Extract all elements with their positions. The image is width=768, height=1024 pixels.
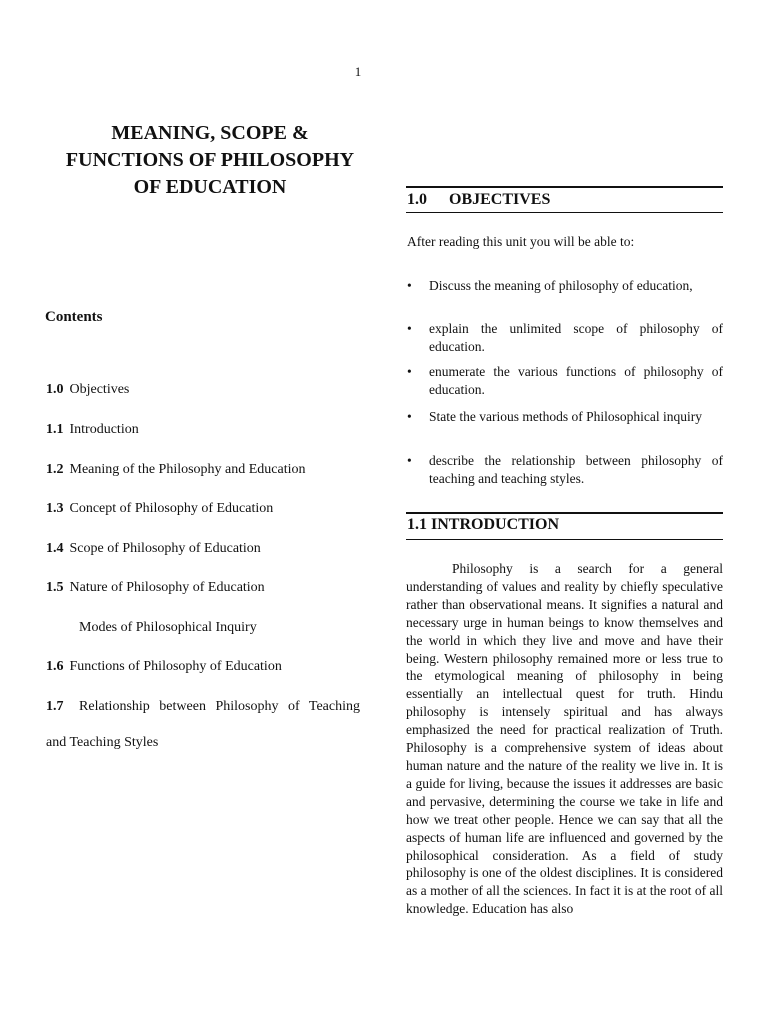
- toc-entry-label: Relationship between Philosophy of Teaching: [79, 699, 360, 714]
- objective-item: [407, 320, 723, 356]
- section-number: 1.1: [407, 516, 427, 533]
- toc-entry-number: 1.5: [46, 580, 64, 595]
- objectives-heading: [407, 191, 550, 209]
- toc-entry-nature: [46, 578, 364, 598]
- toc-entry-number: 1.0: [46, 382, 64, 397]
- bullet: •: [407, 321, 412, 336]
- toc-entry-modes: [79, 618, 397, 638]
- toc-entry-number: 1.2: [46, 462, 64, 477]
- section-bottom-rule: [406, 539, 723, 540]
- section-number: 1.0: [407, 191, 427, 208]
- toc-entry-number: 1.7: [46, 699, 64, 714]
- toc-entry-label: Concept of Philosophy of Education: [69, 501, 274, 516]
- bullet: •: [407, 278, 412, 293]
- objective-text: explain the unlimited scope of philosophy of education.: [429, 321, 723, 354]
- section-top-rule: [406, 512, 723, 514]
- toc-entry-label: Introduction: [69, 422, 139, 437]
- objective-text: describe the relationship between philosophy of teaching and teaching styles.: [429, 453, 723, 486]
- section-top-rule: [406, 186, 723, 188]
- objective-text: Discuss the meaning of philosophy of education,: [429, 278, 693, 293]
- toc-entry-relationship-continued: [46, 733, 364, 753]
- objective-item: [407, 363, 723, 399]
- toc-entry-label: and Teaching Styles: [46, 735, 159, 750]
- objective-text: enumerate the various functions of philosophy of education.: [429, 364, 723, 397]
- toc-entry-label: Objectives: [69, 382, 130, 397]
- toc-entry-relationship: [46, 697, 360, 717]
- objective-item: [407, 277, 723, 295]
- toc-entry-number: 1.3: [46, 501, 64, 516]
- toc-entry-objectives: [46, 380, 364, 400]
- page-number: 1: [354, 64, 362, 79]
- objective-text: State the various methods of Philosophical inquiry: [429, 409, 702, 424]
- objectives-intro: After reading this unit you will be able to:: [407, 234, 635, 249]
- toc-entry-scope: [46, 539, 364, 559]
- toc-entry-concept: [46, 499, 364, 519]
- section-title: INTRODUCTION: [431, 516, 560, 533]
- bullet: •: [407, 409, 412, 424]
- bullet: •: [407, 364, 412, 379]
- introduction-paragraph: Philosophy is a search for a general understanding of values and reality by chiefly speculative rather than observational means. It signifies a natural and necessary urge in human beings to know themselves and the world in which they live and move and have their being. Western philosophy remained more or less true to the etymological meaning of philosophy in being essentially an intellectual quest for truth. Hindu philosophy is intensely spiritual and has always emphasized the need for practical realization of Truth. Philosophy is a comprehensive system of ideas about human nature and the nature of the reality we live in. It is a guide for living, because the issues it addresses are basic and pervasive, determining the course we take in life and how we treat other people. Hence we can say that all the aspects of human life are influenced and governed by the philosophical consideration. As a field of study philosophy is one of the oldest disciplines. It is considered as a mother of all the sciences. In fact it is at the root of all knowledge. Education has also: [406, 561, 723, 917]
- section-title: OBJECTIVES: [449, 191, 551, 208]
- toc-entry-number: 1.6: [46, 659, 64, 674]
- toc-entry-functions: [46, 657, 364, 677]
- toc-entry-number: 1.1: [46, 422, 64, 437]
- section-bottom-rule: [406, 212, 723, 213]
- objective-item: [407, 408, 723, 426]
- toc-entry-label: Functions of Philosophy of Education: [69, 659, 282, 674]
- document-title: MEANING, SCOPE & FUNCTIONS OF PHILOSOPHY OF EDUCATION: [65, 122, 355, 198]
- introduction-heading: [407, 516, 559, 534]
- toc-entry-number: 1.4: [46, 541, 64, 556]
- bullet: •: [407, 453, 412, 468]
- contents-heading: Contents: [45, 309, 103, 325]
- toc-entry-label: Nature of Philosophy of Education: [69, 580, 265, 595]
- toc-entry-label: Scope of Philosophy of Education: [69, 541, 261, 556]
- toc-entry-label: Meaning of the Philosophy and Education: [69, 462, 306, 477]
- objective-item: [407, 452, 723, 488]
- toc-entry-introduction: [46, 420, 364, 440]
- toc-entry-label: Modes of Philosophical Inquiry: [79, 620, 257, 635]
- toc-entry-meaning: [46, 460, 364, 480]
